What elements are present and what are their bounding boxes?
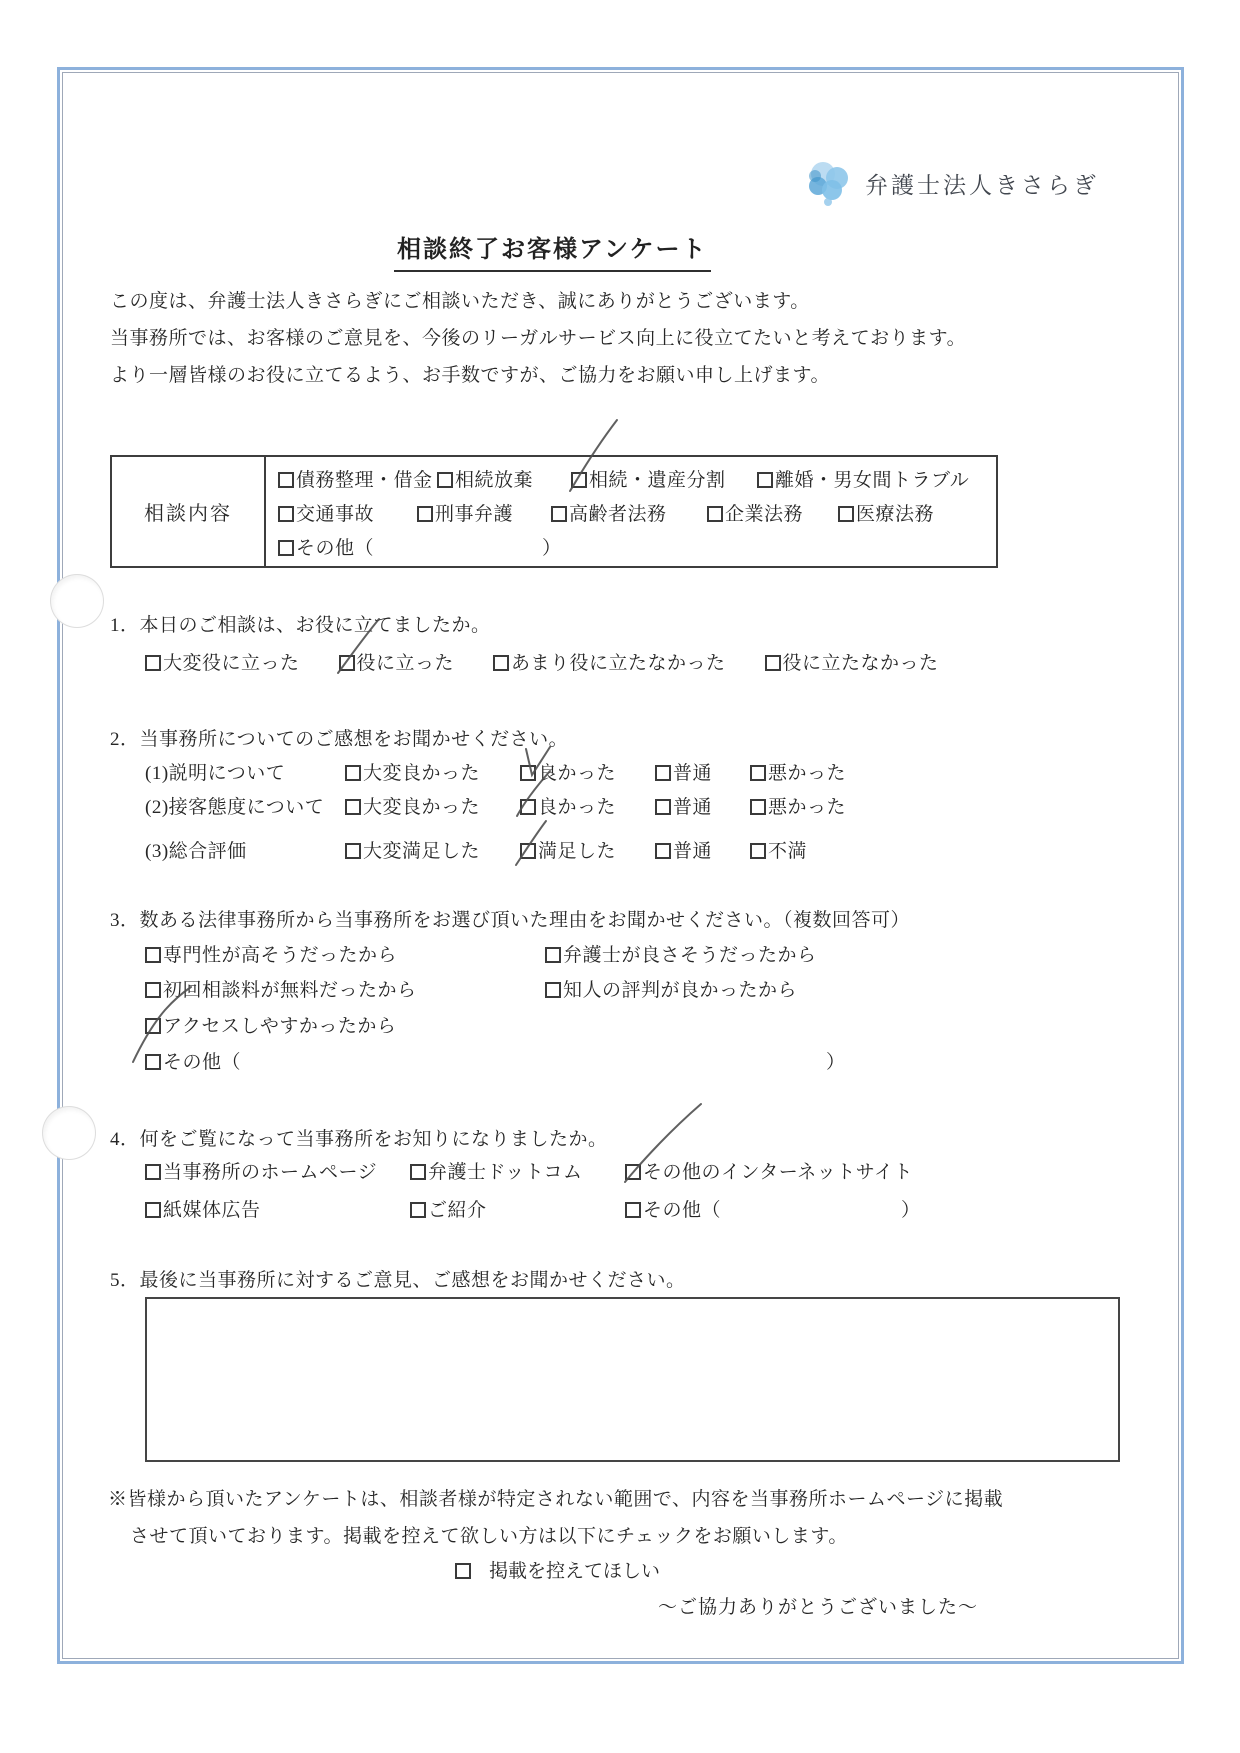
checkbox-option-other[interactable]: その他（ ） <box>625 1195 1125 1222</box>
checkbox-checked[interactable] <box>625 1164 641 1180</box>
checkbox[interactable] <box>437 472 453 488</box>
footer-note-line-1: ※皆様から頂いたアンケートは、相談者様が特定されない範囲で、内容を当事務所ホームページに掲載 <box>108 1489 1004 1510</box>
consultation-table-label: 相談内容 <box>112 457 266 566</box>
checkbox-checked[interactable] <box>520 799 536 815</box>
question-3-row-4 <box>145 1047 1105 1074</box>
page-title: 相談終了お客様アンケート <box>394 229 711 272</box>
question-4-heading: 4．何をご覧になって当事務所をお知りになりましたか。 <box>110 1129 608 1150</box>
checkbox-option[interactable]: 弁護士ドットコム <box>410 1157 625 1184</box>
checkbox-option[interactable]: 普通 <box>655 758 750 785</box>
checkbox-option[interactable]: 大変満足した <box>345 836 520 863</box>
question-1-options <box>145 648 939 675</box>
checkbox-option[interactable]: 役に立たなかった <box>765 648 939 675</box>
checkbox-option[interactable]: あまり役に立たなかった <box>493 648 726 675</box>
row-label: (3)総合評価 <box>145 841 247 862</box>
checkbox-option[interactable]: 大変役に立った <box>145 648 300 675</box>
consultation-row-3 <box>278 532 996 566</box>
consultation-topic-table <box>110 455 998 568</box>
checkbox[interactable] <box>278 540 294 556</box>
checkbox-option[interactable]: 悪かった <box>750 792 1105 819</box>
checkbox-option[interactable]: 初回相談料が無料だったから <box>145 975 545 1002</box>
checkbox[interactable] <box>625 1202 641 1218</box>
checkbox[interactable] <box>145 655 161 671</box>
checkbox-option[interactable]: 相続放棄 <box>437 464 571 498</box>
checkbox-option-other[interactable]: その他（ ） <box>145 1047 545 1074</box>
comment-input-box[interactable] <box>145 1297 1120 1462</box>
checkbox[interactable] <box>655 843 671 859</box>
checkbox[interactable] <box>493 655 509 671</box>
checkbox[interactable] <box>145 1202 161 1218</box>
checkbox-option[interactable]: 離婚・男女間トラブル <box>757 464 996 498</box>
firm-name: 弁護士法人きさらぎ <box>865 172 1099 198</box>
checkbox-checked[interactable] <box>520 843 536 859</box>
checkbox[interactable] <box>765 655 781 671</box>
question-3-row-3 <box>145 1011 1105 1038</box>
thanks-message: ～ご協力ありがとうございました～ <box>658 1597 979 1618</box>
intro-line-3: より一層皆様のお役に立てるよう、お手数ですが、ご協力をお願い申し上げます。 <box>110 365 830 386</box>
punch-hole-bottom <box>42 1106 96 1160</box>
row-label: (1)説明について <box>145 763 286 784</box>
consultation-table-body <box>266 457 996 566</box>
checkbox[interactable] <box>278 472 294 488</box>
checkbox-option[interactable]: 不満 <box>750 836 1105 863</box>
checkbox-option[interactable]: 専門性が高そうだったから <box>145 940 545 967</box>
checkbox-option[interactable]: 大変良かった <box>345 792 520 819</box>
checkbox[interactable] <box>345 843 361 859</box>
checkbox-option[interactable]: ご紹介 <box>410 1195 625 1222</box>
checkbox[interactable] <box>655 799 671 815</box>
checkbox[interactable] <box>551 506 567 522</box>
checkbox[interactable] <box>750 765 766 781</box>
consultation-row-1 <box>278 464 996 498</box>
intro-line-2: 当事務所では、お客様のご意見を、今後のリーガルサービス向上に役立てたいと考えております。 <box>110 328 967 349</box>
punch-hole-top <box>50 574 104 628</box>
checkbox-option-checked[interactable]: 満足した <box>520 836 655 863</box>
checkbox[interactable] <box>545 982 561 998</box>
checkbox-option-checked[interactable]: 相続・遺産分割 <box>571 464 757 498</box>
checkbox-option[interactable]: 大変良かった <box>345 758 520 785</box>
checkbox-checked[interactable] <box>520 765 536 781</box>
checkbox[interactable] <box>410 1164 426 1180</box>
checkbox-option[interactable]: 企業法務 <box>707 498 838 532</box>
question-4-row-2 <box>145 1195 1125 1222</box>
checkbox-option[interactable]: 刑事弁護 <box>417 498 551 532</box>
checkbox-option-other[interactable]: その他（ ） <box>278 538 562 559</box>
question-3-row-2 <box>145 975 1105 1002</box>
checkbox[interactable] <box>145 982 161 998</box>
checkbox[interactable] <box>145 1164 161 1180</box>
checkbox[interactable] <box>838 506 854 522</box>
firm-logo <box>803 158 1099 208</box>
checkbox[interactable] <box>545 947 561 963</box>
checkbox-checked[interactable] <box>571 472 587 488</box>
question-2-row-2 <box>145 792 1105 819</box>
checkbox-option-checked[interactable]: アクセスしやすかったから <box>145 1011 545 1038</box>
question-2-heading: 2．当事務所についてのご感想をお聞かせください。 <box>110 729 569 750</box>
checkbox-option[interactable]: 高齢者法務 <box>551 498 707 532</box>
checkbox-option[interactable]: 弁護士が良さそうだったから <box>545 940 1105 967</box>
question-2-row-1 <box>145 758 1105 785</box>
checkbox-checked[interactable] <box>145 1018 161 1034</box>
checkbox[interactable] <box>750 843 766 859</box>
checkbox[interactable] <box>278 506 294 522</box>
checkbox-option[interactable]: 普通 <box>655 836 750 863</box>
checkbox-option[interactable]: 債務整理・借金 <box>278 464 437 498</box>
checkbox[interactable] <box>757 472 773 488</box>
checkbox-option-checked[interactable]: 良かった <box>520 758 655 785</box>
question-1-heading: 1．本日のご相談は、お役に立てましたか。 <box>110 615 491 636</box>
checkbox[interactable] <box>345 765 361 781</box>
checkbox-option[interactable]: 紙媒体広告 <box>145 1195 410 1222</box>
checkbox[interactable] <box>145 947 161 963</box>
question-3-row-1 <box>145 940 1105 967</box>
checkbox-option[interactable]: 普通 <box>655 792 750 819</box>
checkbox-option[interactable]: 悪かった <box>750 758 1105 785</box>
intro-line-1: この度は、弁護士法人きさらぎにご相談いただき、誠にありがとうございます。 <box>110 291 810 312</box>
checkbox[interactable] <box>417 506 433 522</box>
question-2-row-3 <box>145 836 1105 863</box>
consultation-row-2 <box>278 498 996 532</box>
question-5-heading: 5．最後に当事務所に対するご意見、ご感想をお聞かせください。 <box>110 1270 686 1291</box>
checkbox[interactable] <box>655 765 671 781</box>
checkbox-option[interactable]: 当事務所のホームページ <box>145 1157 410 1184</box>
checkbox[interactable] <box>345 799 361 815</box>
cloud-logo-icon <box>803 158 855 208</box>
checkbox-option-checked[interactable]: その他のインターネットサイト <box>625 1157 1125 1184</box>
checkbox-option[interactable]: 知人の評判が良かったから <box>545 975 1105 1002</box>
question-3-heading: 3．数ある法律事務所から当事務所をお選び頂いた理由をお聞かせください。（複数回答可） <box>110 910 911 931</box>
checkbox-option-checked[interactable]: 良かった <box>520 792 655 819</box>
checkbox[interactable] <box>750 799 766 815</box>
checkbox-option[interactable]: 医療法務 <box>838 498 996 532</box>
checkbox[interactable] <box>707 506 723 522</box>
row-label: (2)接客態度について <box>145 797 325 818</box>
checkbox-option-checked[interactable]: 役に立った <box>339 648 455 675</box>
checkbox[interactable] <box>410 1202 426 1218</box>
checkbox-checked[interactable] <box>339 655 355 671</box>
checkbox-option[interactable]: 交通事故 <box>278 498 417 532</box>
checkbox[interactable] <box>455 1563 471 1579</box>
footer-note-line-2: させて頂いております。掲載を控えて欲しい方は以下にチェックをお願いします。 <box>130 1526 848 1547</box>
checkbox[interactable] <box>145 1054 161 1070</box>
question-4-row-1 <box>145 1157 1125 1184</box>
decline-publication-option[interactable]: 掲載を控えてほしい <box>455 1556 660 1583</box>
